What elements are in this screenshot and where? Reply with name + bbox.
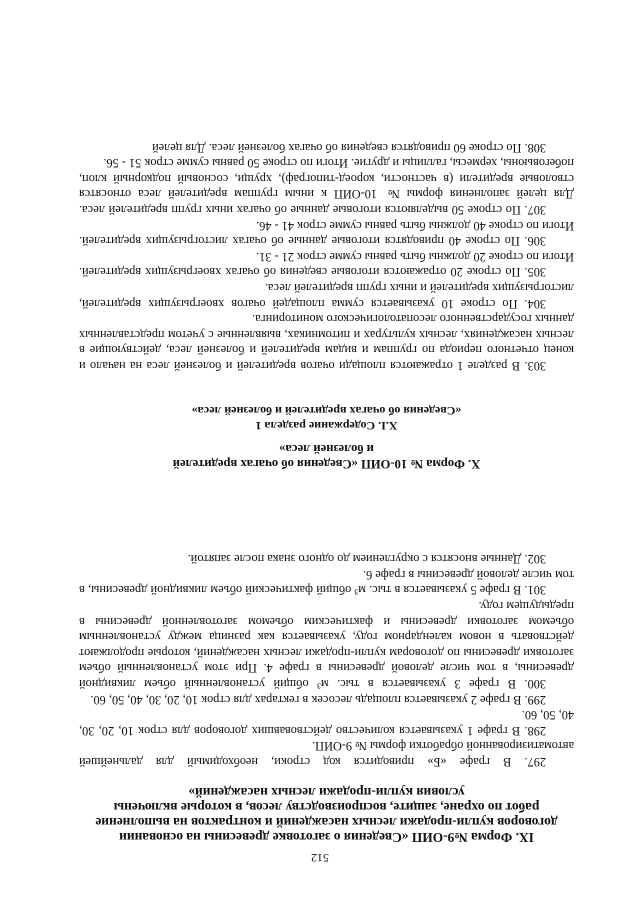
paragraph-301: 301. В графе 5 указывается в тыс. м³ общий фактический объем ликвидной древесины, в том числе деловой древесины в графе 6. [79,567,574,598]
section-x [79,403,574,471]
paragraph-297: 297. В графе «Б» приводится код строки, необходимый для дальнейшей автоматизированной обработки формы № 9-ОИП. [79,739,574,769]
paragraph-305: 305. По строке 20 отражаются итоговые сведения об очагах хвоегрызущих вредителей. Итоги по строке 20 должны быть равны сумме строк 21 - 31. [79,249,574,280]
paragraph-300: 300. В графе 3 указывается в тыс. м³ общий установленный объем ликвидной древесины, в том числе деловой древесины в графе 4. При этом установленный объем заготовки древесины по договорам купли-продажи лесных насаждений, которые продолжают действовать в новом календарном году, указывается как разница между установленным объемом заготовки древесины и фактическим объемом заготовленной древесины в предыдущем году. [79,599,574,692]
section-x-title: X. Форма № 10-ОИП «Сведения об очагах вредителей и болезней леса» [172,442,481,471]
section-x-subtitle-2: «Сведения об очагах вредителей и болезней леса» [191,404,462,418]
section-x-body [79,139,574,373]
paragraph-302: 302. Данные вносятся с округлением до одного знака после запятой. [187,552,546,567]
section-ix-body [79,551,574,769]
paragraph-307: 307. По строке 50 выделяются итоговые данные об очагах иных групп вредителей леса. Для целей заполнения формы № 10-ОИП к иным группам вредителей леса относятся стволовые вредители (в частности, короед-типограф), хрущи, сосновый подкорный клоп, побеговьюны, хермесы, галлицы и другие. Итоги по строке 50 равны сумме строк 51 - 56. [79,156,574,218]
paragraph-304: 304. По строке 10 указывается сумма площадей очагов хвоегрызущих вредителей, листогрызущих вредителей и иных групп вредителей леса. [79,281,574,311]
paragraph-303: 303. В разделе 1 отражаются площади очагов вредителей и болезней леса на начало и конец отчетного периода по группам и видам вредителей и болезней леса, действующие в лесных насаждениях, лесных культурах и питомниках, выявленные с учетом представленных данных государственного лесопатологического мониторинга. [79,312,574,373]
section-ix-title: IX. Форма №9-ОИП «Сведения о заготовке древесины на основании договоров купли-продажи лесных насаждений и контрактов на выполнение работ по охране, защите, воспроизводству лесов, в которые включены условия купли-продажи лесных насаждений» [95,785,558,845]
section-ix [79,785,574,845]
section-x-subtitle: X.I. Содержание раздела 1 [255,419,398,433]
paragraph-299: 299. В графе 2 указывается площадь лесосек в гектарах для строк 10, 20, 30, 40, 50, 60. [90,692,546,707]
page-number: 512 [311,851,329,865]
paragraph-308: 308. По строке 60 приводятся сведения об очагах болезней леса. Для целей [152,140,546,155]
paragraph-298: 298. В графе 1 указывается количество действовавших договоров для строк 10, 20, 30, 40, 50, 60. [79,708,574,738]
paragraph-306: 306. По строке 40 приводятся итоговые данные об очагах листогрызущих вредителей. Итоги по строке 40 должны быть равны сумме строк 41 - 46. [79,218,574,249]
